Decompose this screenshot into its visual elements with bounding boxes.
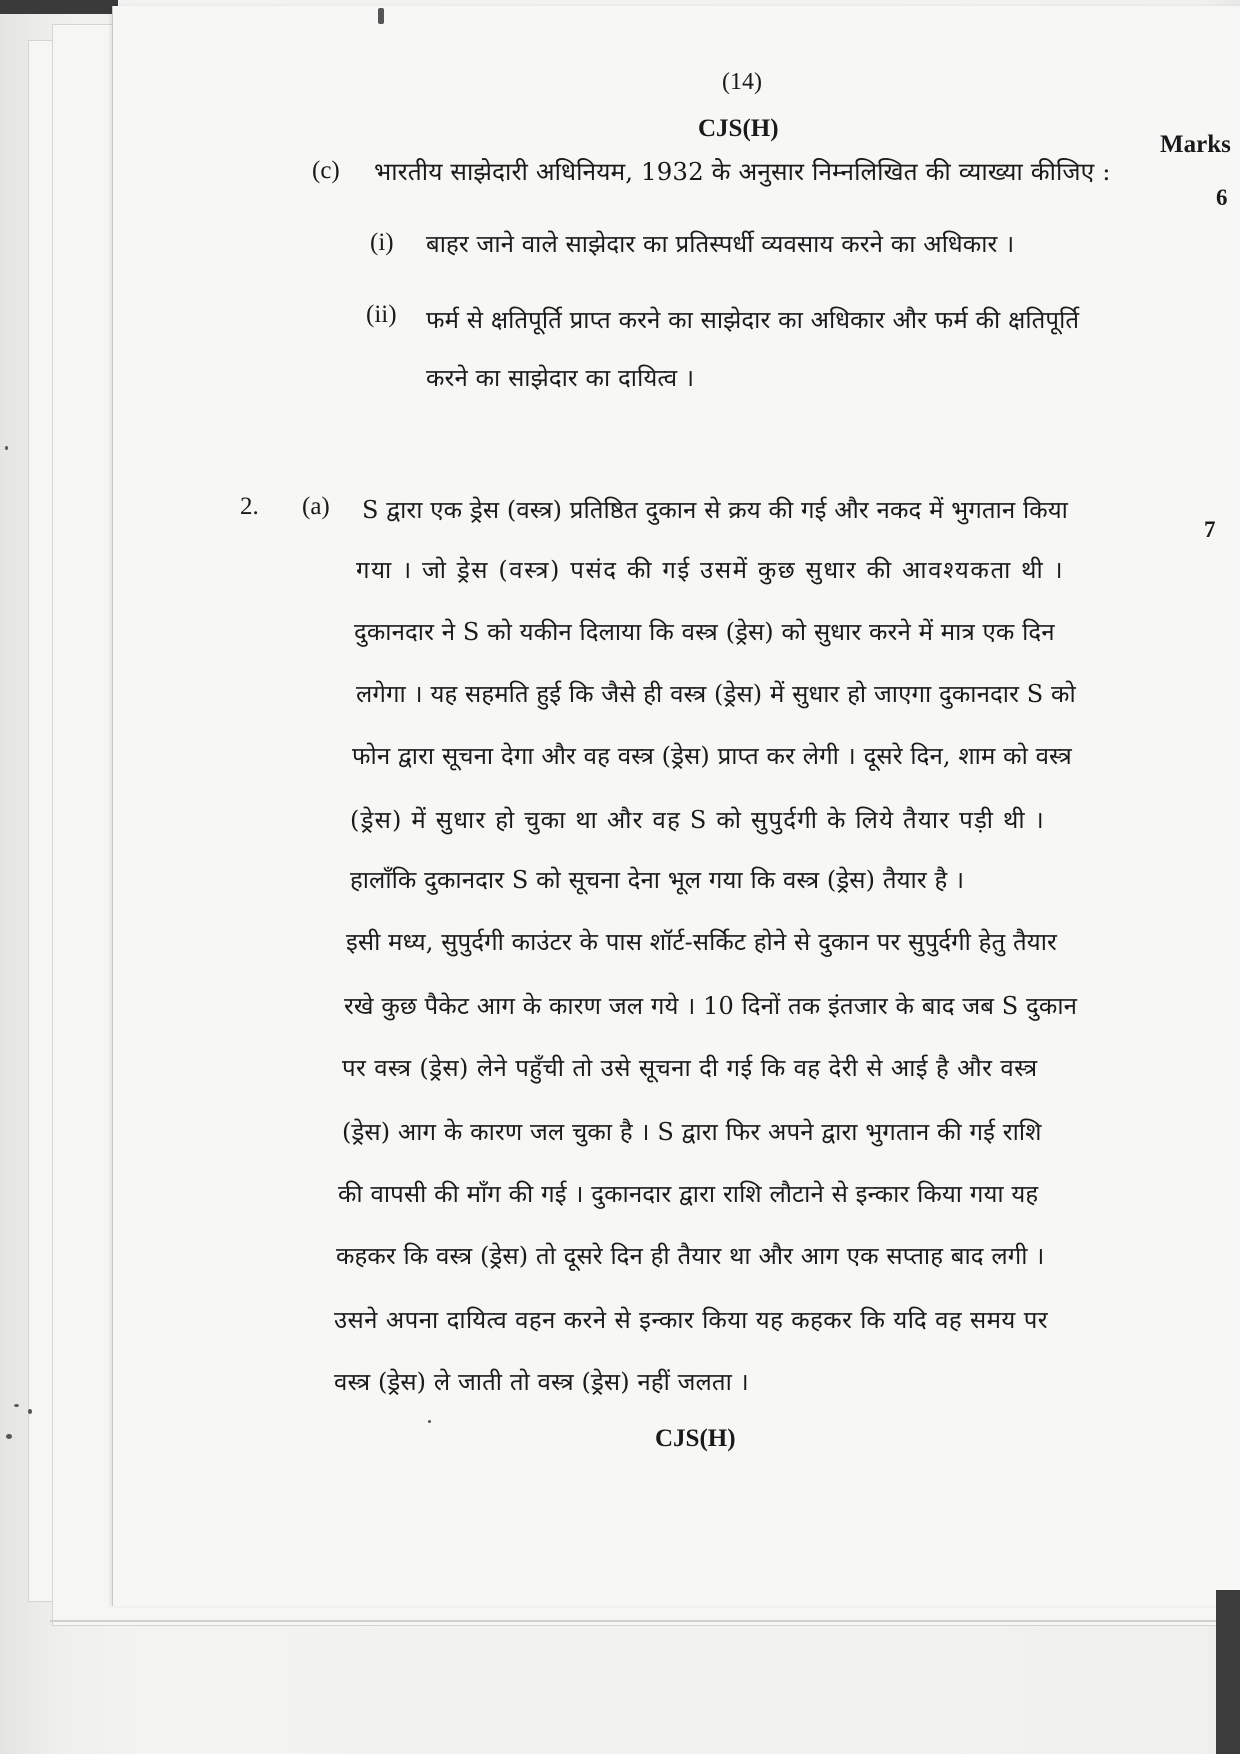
question-text-line: वस्त्र (ड्रेस) ले जाती तो वस्त्र (ड्रेस) नहीं जलता । bbox=[334, 1368, 749, 1396]
sub-question-text: फर्म से क्षतिपूर्ति प्राप्त करने का साझेदार का अधिकार और फर्म की क्षतिपूर्ति bbox=[426, 306, 1080, 334]
question-text-line: कहकर कि वस्त्र (ड्रेस) तो दूसरे दिन ही तैयार था और आग एक सप्ताह बाद लगी । bbox=[336, 1242, 1045, 1270]
page-edge bbox=[50, 1620, 1216, 1622]
question-text-line: इसी मध्य, सुपुर्दगी काउंटर के पास शॉर्ट-सर्किट होने से दुकान पर सुपुर्दगी हेतु तैयार bbox=[346, 928, 1057, 956]
question-text-line: दुकानदार ने S को यकीन दिलाया कि वस्त्र (ड्रेस) को सुधार करने में मात्र एक दिन bbox=[354, 618, 1055, 646]
question-text: भारतीय साझेदारी अधिनियम, 1932 के अनुसार निम्नलिखित की व्याख्या कीजिए : bbox=[374, 157, 1111, 186]
question-text-line: हालाँकि दुकानदार S को सूचना देना भूल गया कि वस्त्र (ड्रेस) तैयार है । bbox=[350, 866, 965, 894]
question-text-line: S द्वारा एक ड्रेस (वस्त्र) प्रतिष्ठित दुकान से क्रय की गई और नकद में भुगतान किया bbox=[362, 496, 1068, 524]
scan-edge bbox=[0, 0, 118, 14]
question-text-line: की वापसी की माँग की गई । दुकानदार द्वारा राशि लौटाने से इन्कार किया गया यह bbox=[338, 1180, 1039, 1208]
question-text-line: (ड्रेस) में सुधार हो चुका था और वह S को सुपुर्दगी के लिये तैयार पड़ी थी । bbox=[350, 806, 1045, 834]
question-text-line: लगेगा । यह सहमति हुई कि जैसे ही वस्त्र (ड्रेस) में सुधार हो जाएगा दुकानदार S को bbox=[356, 680, 1076, 708]
scan-speck bbox=[5, 446, 8, 450]
sub-question-text: करने का साझेदार का दायित्व । bbox=[426, 364, 695, 392]
marks-column-header: Marks bbox=[1160, 131, 1231, 158]
scan-speck bbox=[28, 1409, 32, 1414]
question-text-line: उसने अपना दायित्व वहन करने से इन्कार किया यह कहकर कि यदि वह समय पर bbox=[334, 1306, 1048, 1334]
sub-question-label: (i) bbox=[370, 229, 394, 256]
scan-speck bbox=[6, 1434, 12, 1439]
question-text-line: गया । जो ड्रेस (वस्त्र) पसंद की गई उसमें कुछ सुधार की आवश्यकता थी । bbox=[356, 556, 1065, 584]
page-number: (14) bbox=[722, 69, 762, 95]
paper-code-header: CJS(H) bbox=[698, 115, 779, 142]
question-text-line: (ड्रेस) आग के कारण जल चुका है । S द्वारा फिर अपने द्वारा भुगतान की गई राशि bbox=[342, 1118, 1042, 1146]
question-text-line: पर वस्त्र (ड्रेस) लेने पहुँची तो उसे सूचना दी गई कि वह देरी से आई है और वस्त्र bbox=[342, 1054, 1038, 1082]
question-number: 2. bbox=[240, 493, 259, 520]
question-part-label: (a) bbox=[302, 493, 330, 520]
paper-code-footer: CJS(H) bbox=[655, 1425, 736, 1452]
question-part-label: (c) bbox=[312, 157, 340, 184]
scan-speck bbox=[14, 1404, 19, 1407]
question-text-line: फोन द्वारा सूचना देगा और वह वस्त्र (ड्रेस) प्राप्त कर लेगी । दूसरे दिन, शाम को वस्त्र bbox=[352, 742, 1072, 770]
scan-speck bbox=[428, 1420, 431, 1423]
question-text-line: रखे कुछ पैकेट आग के कारण जल गये । 10 दिनों तक इंतजार के बाद जब S दुकान bbox=[344, 992, 1078, 1020]
sub-question-text: बाहर जाने वाले साझेदार का प्रतिस्पर्धी व्यवसाय करने का अधिकार । bbox=[426, 230, 1015, 258]
sub-question-label: (ii) bbox=[366, 301, 397, 328]
scan-edge bbox=[1216, 1590, 1240, 1754]
scan-speck bbox=[378, 8, 384, 24]
marks-value: 7 bbox=[1204, 517, 1216, 542]
marks-value: 6 bbox=[1216, 185, 1228, 210]
